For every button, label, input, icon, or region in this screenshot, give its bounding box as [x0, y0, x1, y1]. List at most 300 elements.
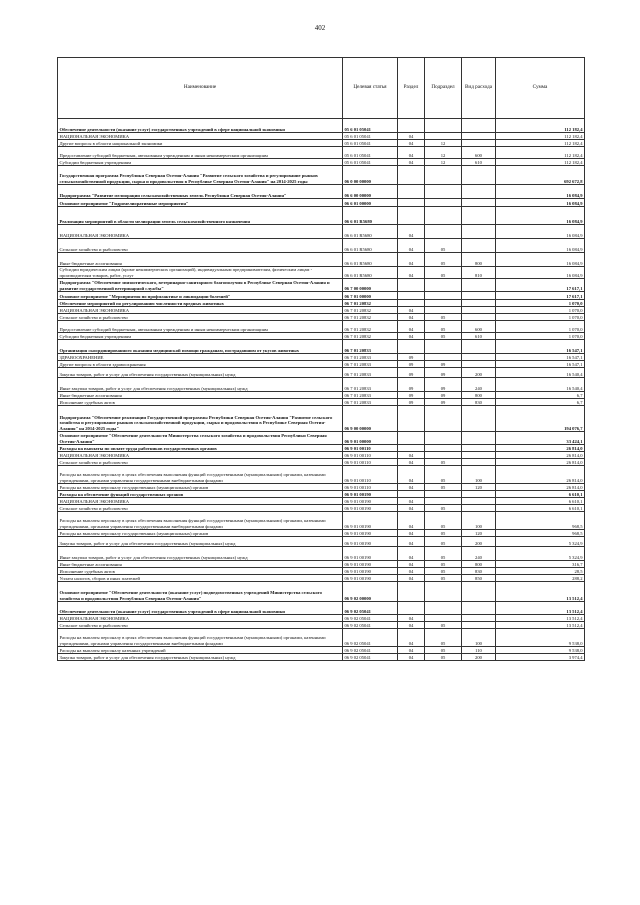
table-row: [58, 279, 585, 292]
cell-target: 06 9 01 00190: [343, 512, 398, 530]
cell-exp-type: [462, 314, 496, 321]
cell-exp-type: [462, 307, 496, 314]
cell-target: 06 7 01 20833: [343, 392, 398, 399]
cell-name: Расходы на выплаты персоналу государственных (муниципальных) органов: [58, 484, 343, 491]
cell-name: Расходы на выплаты персоналу в целях обеспечения выполнения функций государственными (муниципальными) органами, казенными учреждениями, органами управления государственными внебюджетными фондами: [58, 512, 343, 530]
header-exp-type: Вид расхода: [462, 58, 496, 119]
cell-target: 06 9 01 00190: [343, 530, 398, 537]
table-row: [58, 491, 585, 498]
cell-name: Иные закупки товаров, работ и услуг для обеспечения государственных (муниципальных) нужд: [58, 378, 343, 392]
cell-sum: 3 974,4: [496, 654, 585, 661]
table-row: [58, 378, 585, 392]
cell-name: Иные закупки товаров, работ и услуг для обеспечения государственных (муниципальных) нужд: [58, 547, 343, 561]
table-row: [58, 307, 585, 314]
table-row: [58, 340, 585, 354]
cell-section: 04: [398, 530, 425, 537]
cell-exp-type: [462, 185, 496, 199]
cell-name: Сельское хозяйство и рыболовство: [58, 622, 343, 629]
table-row: [58, 333, 585, 340]
cell-name: Расходы на выплаты персоналу казенных учреждений: [58, 647, 343, 654]
cell-target: 06 9 02 05041: [343, 647, 398, 654]
cell-name: Расходы на выплаты персоналу в целях обеспечения выполнения функций государственными (муниципальными) органами, казенными учреждениями, органами управления государственными внебюджетными фондами: [58, 466, 343, 484]
cell-target: 05 6 01 05041: [343, 119, 398, 133]
cell-sum: 9 538,0: [496, 629, 585, 647]
cell-section: 04: [398, 239, 425, 253]
table-row: [58, 537, 585, 547]
cell-sum: 13 512,4: [496, 582, 585, 602]
cell-subsection: 05: [425, 547, 462, 561]
cell-sum: 5 324,9: [496, 537, 585, 547]
cell-name: Сельское хозяйство и рыболовство: [58, 459, 343, 466]
cell-section: 04: [398, 568, 425, 575]
cell-target: 06 9 02 00000: [343, 582, 398, 602]
cell-section: 04: [398, 159, 425, 166]
table-row: [58, 445, 585, 452]
cell-section: 04: [398, 498, 425, 505]
cell-sum: 968,5: [496, 530, 585, 537]
table-row: [58, 602, 585, 615]
cell-sum: 112 182,4: [496, 147, 585, 159]
cell-sum: 16 547,1: [496, 361, 585, 368]
cell-subsection: [425, 582, 462, 602]
cell-subsection: [425, 445, 462, 452]
cell-name: Подпрограмма "Обеспечение реализации Государственной программы Республики Северная Осетия-Алания "Развитие сельского хозяйства и регулирование рынков сельскохозяйственной продукции, сырья и продовольствия в Республике Северная Осетия-Алания" на 2014-2025 годы": [58, 406, 343, 432]
cell-name: Основное мероприятие "Гидромелиоративные мероприятия": [58, 199, 343, 207]
cell-section: [398, 432, 425, 445]
cell-exp-type: [462, 119, 496, 133]
cell-subsection: [425, 602, 462, 615]
table-row: [58, 225, 585, 239]
cell-name: Расходы на выплаты по оплате труда работников государственных органов: [58, 445, 343, 452]
cell-subsection: [425, 225, 462, 239]
header-section: Раздел: [398, 58, 425, 119]
table-row: [58, 133, 585, 140]
cell-subsection: 05: [425, 321, 462, 333]
cell-name: НАЦИОНАЛЬНАЯ ЭКОНОМИКА: [58, 225, 343, 239]
cell-section: 04: [398, 314, 425, 321]
cell-target: 06 7 01 20832: [343, 307, 398, 314]
cell-sum: 6,7: [496, 399, 585, 406]
table-row: [58, 466, 585, 484]
cell-name: Подпрограмма "Обеспечение эпизоотического, ветеринарно-санитарного благополучия в Республике Северная Осетия-Алания и развитие государственной ветеринарной службы": [58, 279, 343, 292]
cell-exp-type: [462, 199, 496, 207]
cell-section: [398, 166, 425, 185]
cell-exp-type: 240: [462, 378, 496, 392]
table-row: [58, 547, 585, 561]
cell-name: Иные бюджетные ассигнования: [58, 253, 343, 267]
cell-section: 04: [398, 333, 425, 340]
cell-section: 04: [398, 622, 425, 629]
table-row: [58, 575, 585, 582]
cell-exp-type: [462, 361, 496, 368]
cell-section: 09: [398, 361, 425, 368]
cell-name: Обеспечение мероприятий по регулированию численности вредных животных: [58, 300, 343, 307]
table-row: [58, 292, 585, 300]
cell-exp-type: 200: [462, 654, 496, 661]
cell-exp-type: [462, 166, 496, 185]
table-row: [58, 140, 585, 147]
cell-target: 06 9 02 05041: [343, 602, 398, 615]
cell-subsection: 12: [425, 147, 462, 159]
table-row: [58, 185, 585, 199]
cell-section: 09: [398, 368, 425, 378]
cell-exp-type: [462, 225, 496, 239]
cell-sum: 16 547,1: [496, 354, 585, 361]
cell-subsection: 05: [425, 512, 462, 530]
cell-target: 06 6 01 R5680: [343, 253, 398, 267]
cell-target: 06 9 01 00110: [343, 445, 398, 452]
cell-target: 06 7 01 20832: [343, 321, 398, 333]
cell-exp-type: 830: [462, 399, 496, 406]
cell-target: 05 6 01 05041: [343, 159, 398, 166]
cell-section: [398, 292, 425, 300]
cell-subsection: 05: [425, 239, 462, 253]
cell-target: 05 6 01 05041: [343, 133, 398, 140]
cell-exp-type: 800: [462, 253, 496, 267]
cell-name: Иные бюджетные ассигнования: [58, 392, 343, 399]
cell-exp-type: [462, 133, 496, 140]
cell-subsection: [425, 340, 462, 354]
cell-exp-type: [462, 140, 496, 147]
cell-section: 04: [398, 505, 425, 512]
cell-exp-type: 850: [462, 575, 496, 582]
cell-target: 05 6 01 05041: [343, 140, 398, 147]
cell-sum: 16 084,9: [496, 199, 585, 207]
cell-name: Подпрограмма "Развитие мелиорации сельскохозяйственных земель Республики Северная Осетия-Алания": [58, 185, 343, 199]
table-row: [58, 561, 585, 568]
cell-exp-type: 610: [462, 333, 496, 340]
cell-name: НАЦИОНАЛЬНАЯ ЭКОНОМИКА: [58, 452, 343, 459]
cell-exp-type: [462, 292, 496, 300]
cell-exp-type: 240: [462, 547, 496, 561]
cell-target: 06 9 02 05041: [343, 654, 398, 661]
cell-exp-type: [462, 300, 496, 307]
cell-target: 06 6 00 00000: [343, 185, 398, 199]
page-number: 402: [314, 24, 326, 32]
cell-exp-type: [462, 602, 496, 615]
cell-sum: 26 814,0: [496, 466, 585, 484]
cell-sum: 692 672,8: [496, 166, 585, 185]
cell-exp-type: [462, 498, 496, 505]
cell-name: Другие вопросы в области национальной экономики: [58, 140, 343, 147]
table-row: [58, 406, 585, 432]
cell-sum: 16 547,1: [496, 340, 585, 354]
cell-name: НАЦИОНАЛЬНАЯ ЭКОНОМИКА: [58, 498, 343, 505]
cell-sum: 9 538,0: [496, 647, 585, 654]
cell-sum: 26 814,0: [496, 459, 585, 466]
cell-section: 04: [398, 466, 425, 484]
cell-exp-type: 100: [462, 512, 496, 530]
cell-section: [398, 119, 425, 133]
table-row: [58, 253, 585, 267]
cell-exp-type: 200: [462, 537, 496, 547]
cell-name: Основное мероприятие "Обеспечение деятельности (оказание услуг) подведомственных учреждений Министерства сельского хозяйства и продовольствия Республики Северная Осетия-Алания": [58, 582, 343, 602]
table-row: [58, 321, 585, 333]
cell-target: 06 9 02 05041: [343, 615, 398, 622]
table-row: [58, 530, 585, 537]
header-name: Наименование: [58, 58, 343, 119]
cell-sum: 6 610,1: [496, 498, 585, 505]
cell-target: 06 9 02 05041: [343, 629, 398, 647]
cell-sum: 968,5: [496, 512, 585, 530]
cell-target: 06 6 01 R5680: [343, 207, 398, 225]
cell-name: Обеспечение деятельности (оказание услуг) государственных учреждений в сфере национальной экономики: [58, 119, 343, 133]
cell-target: 06 9 01 00190: [343, 575, 398, 582]
cell-sum: 13 512,4: [496, 602, 585, 615]
cell-exp-type: 800: [462, 392, 496, 399]
cell-section: 04: [398, 547, 425, 561]
cell-sum: 17 617,1: [496, 292, 585, 300]
table-row: [58, 654, 585, 661]
cell-sum: 16 540,4: [496, 378, 585, 392]
table-row: [58, 498, 585, 505]
cell-target: 06 7 01 20833: [343, 361, 398, 368]
cell-name: Расходы на обеспечение функций государственных органов: [58, 491, 343, 498]
table-row: [58, 199, 585, 207]
cell-exp-type: [462, 207, 496, 225]
cell-target: 06 9 01 00000: [343, 432, 398, 445]
cell-name: Закупка товаров, работ и услуг для обеспечения государственных (муниципальных) нужд: [58, 537, 343, 547]
cell-target: 06 6 01 R5680: [343, 225, 398, 239]
cell-sum: 194 076,7: [496, 406, 585, 432]
cell-exp-type: 600: [462, 147, 496, 159]
table-row: [58, 300, 585, 307]
cell-exp-type: [462, 279, 496, 292]
cell-sum: 1 070,0: [496, 300, 585, 307]
cell-subsection: 05: [425, 622, 462, 629]
cell-subsection: 05: [425, 568, 462, 575]
table-header-row: [58, 58, 585, 119]
cell-section: 04: [398, 321, 425, 333]
cell-subsection: 05: [425, 537, 462, 547]
cell-exp-type: 810: [462, 267, 496, 279]
cell-target: 06 7 01 20833: [343, 368, 398, 378]
cell-subsection: [425, 279, 462, 292]
cell-subsection: [425, 207, 462, 225]
cell-name: Уплата налогов, сборов и иных платежей: [58, 575, 343, 582]
cell-target: 06 9 01 00110: [343, 484, 398, 491]
cell-subsection: 09: [425, 378, 462, 392]
cell-subsection: 09: [425, 392, 462, 399]
cell-subsection: 05: [425, 575, 462, 582]
cell-target: 06 9 01 00190: [343, 561, 398, 568]
cell-sum: 316,7: [496, 561, 585, 568]
cell-exp-type: 100: [462, 466, 496, 484]
cell-subsection: [425, 166, 462, 185]
cell-section: 04: [398, 512, 425, 530]
cell-subsection: 05: [425, 466, 462, 484]
cell-subsection: [425, 300, 462, 307]
cell-section: 04: [398, 575, 425, 582]
cell-sum: 6 610,1: [496, 491, 585, 498]
cell-section: [398, 582, 425, 602]
cell-name: Субсидии бюджетным учреждениям: [58, 333, 343, 340]
cell-subsection: 05: [425, 267, 462, 279]
cell-target: 06 7 00 00000: [343, 279, 398, 292]
table-row: [58, 392, 585, 399]
cell-name: Сельское хозяйство и рыболовство: [58, 314, 343, 321]
cell-subsection: 05: [425, 530, 462, 537]
cell-section: 04: [398, 459, 425, 466]
cell-name: НАЦИОНАЛЬНАЯ ЭКОНОМИКА: [58, 615, 343, 622]
cell-exp-type: [462, 622, 496, 629]
cell-subsection: 09: [425, 361, 462, 368]
cell-sum: 1 070,0: [496, 314, 585, 321]
cell-exp-type: [462, 239, 496, 253]
cell-section: [398, 300, 425, 307]
cell-subsection: [425, 133, 462, 140]
cell-target: 06 9 01 00190: [343, 547, 398, 561]
cell-name: Иные бюджетные ассигнования: [58, 561, 343, 568]
cell-exp-type: 110: [462, 647, 496, 654]
table-row: [58, 622, 585, 629]
cell-section: [398, 445, 425, 452]
cell-target: 06 7 01 20833: [343, 399, 398, 406]
cell-target: 06 9 01 00110: [343, 466, 398, 484]
cell-sum: 6 610,1: [496, 505, 585, 512]
cell-target: 06 9 01 00190: [343, 505, 398, 512]
table-body: [58, 119, 585, 661]
cell-sum: 16 084,9: [496, 267, 585, 279]
cell-subsection: [425, 615, 462, 622]
cell-name: НАЦИОНАЛЬНАЯ ЭКОНОМИКА: [58, 133, 343, 140]
cell-subsection: 05: [425, 647, 462, 654]
cell-subsection: [425, 406, 462, 432]
table-row: [58, 314, 585, 321]
cell-section: 04: [398, 484, 425, 491]
cell-subsection: 05: [425, 654, 462, 661]
cell-sum: 26 814,0: [496, 484, 585, 491]
cell-subsection: 12: [425, 159, 462, 166]
cell-subsection: [425, 354, 462, 361]
cell-name: Закупка товаров, работ и услуг для обеспечения государственных (муниципальных) нужд: [58, 368, 343, 378]
cell-name: Реализация мероприятий в области мелиорации земель сельскохозяйственного назначения: [58, 207, 343, 225]
cell-section: 04: [398, 561, 425, 568]
cell-sum: 1 070,0: [496, 333, 585, 340]
cell-subsection: [425, 432, 462, 445]
cell-name: Другие вопросы в области здравоохранения: [58, 361, 343, 368]
table-row: [58, 452, 585, 459]
cell-sum: 13 512,4: [496, 615, 585, 622]
cell-sum: 16 540,4: [496, 368, 585, 378]
cell-target: 06 6 01 R5680: [343, 239, 398, 253]
cell-sum: 112 182,4: [496, 140, 585, 147]
cell-exp-type: [462, 615, 496, 622]
cell-name: Предоставление субсидий бюджетным, автономным учреждениям и иным некоммерческим организациям: [58, 321, 343, 333]
cell-section: [398, 406, 425, 432]
cell-section: 04: [398, 147, 425, 159]
cell-sum: 26 814,0: [496, 445, 585, 452]
budget-table: [57, 57, 585, 661]
cell-subsection: [425, 199, 462, 207]
cell-name: Расходы на выплаты персоналу в целях обеспечения выполнения функций государственными (муниципальными) органами, казенными учреждениями, органами управления государственными внебюджетными фондами: [58, 629, 343, 647]
cell-section: 09: [398, 354, 425, 361]
cell-exp-type: [462, 491, 496, 498]
cell-name: Предоставление субсидий бюджетным, автономным учреждениям и иным некоммерческим организациям: [58, 147, 343, 159]
cell-sum: 16 084,9: [496, 207, 585, 225]
cell-name: ЗДРАВООХРАНЕНИЕ: [58, 354, 343, 361]
cell-sum: 6,7: [496, 392, 585, 399]
cell-sum: 112 182,4: [496, 119, 585, 133]
cell-name: Обеспечение деятельности (оказание услуг) государственных учреждений в сфере национальной экономики: [58, 602, 343, 615]
table-row: [58, 615, 585, 622]
cell-subsection: 05: [425, 459, 462, 466]
table-row: [58, 239, 585, 253]
cell-target: 06 7 01 20833: [343, 354, 398, 361]
cell-subsection: 05: [425, 561, 462, 568]
cell-name: Расходы на выплаты персоналу государственных (муниципальных) органов: [58, 530, 343, 537]
cell-target: 06 9 01 00110: [343, 459, 398, 466]
cell-name: Организация скоординированного оказания медицинской помощи гражданам, пострадавшим от укусов животных: [58, 340, 343, 354]
cell-subsection: [425, 307, 462, 314]
cell-section: [398, 340, 425, 354]
cell-exp-type: 120: [462, 484, 496, 491]
table-row: [58, 147, 585, 159]
cell-exp-type: 830: [462, 568, 496, 575]
cell-name: Исполнение судебных актов: [58, 568, 343, 575]
cell-sum: 288,2: [496, 575, 585, 582]
cell-target: 06 9 01 00110: [343, 452, 398, 459]
table-row: [58, 647, 585, 654]
cell-sum: 1 070,0: [496, 321, 585, 333]
cell-target: 06 9 01 00190: [343, 537, 398, 547]
cell-section: 04: [398, 537, 425, 547]
table-row: [58, 512, 585, 530]
cell-name: Основное мероприятие "Обеспечение деятельности Министерства сельского хозяйства и продовольствия Республики Северная Осетия-Алания": [58, 432, 343, 445]
cell-exp-type: [462, 340, 496, 354]
cell-sum: 16 084,9: [496, 239, 585, 253]
cell-sum: 112 182,4: [496, 133, 585, 140]
cell-subsection: 05: [425, 314, 462, 321]
cell-subsection: 05: [425, 253, 462, 267]
cell-sum: 5 324,9: [496, 547, 585, 561]
table-row: [58, 399, 585, 406]
table-row: [58, 354, 585, 361]
cell-section: [398, 185, 425, 199]
table-row: [58, 166, 585, 185]
cell-name: Сельское хозяйство и рыболовство: [58, 239, 343, 253]
cell-name: Государственная программа Республики Северная Осетия-Алания "Развитие сельского хозяйства и регулирование рынков сельскохозяйственной продукции, сырья и продовольствия в Республике Северная Осетия-Алания" на 2014-2025 годы: [58, 166, 343, 185]
cell-section: 09: [398, 378, 425, 392]
cell-section: [398, 199, 425, 207]
header-sum: Сумма: [496, 58, 585, 119]
table-row: [58, 582, 585, 602]
cell-section: 09: [398, 392, 425, 399]
cell-target: 06 6 01 R5680: [343, 267, 398, 279]
table-row: [58, 159, 585, 166]
cell-target: 06 9 02 05041: [343, 622, 398, 629]
cell-subsection: [425, 491, 462, 498]
cell-exp-type: [462, 459, 496, 466]
cell-section: 04: [398, 253, 425, 267]
table-row: [58, 368, 585, 378]
cell-subsection: 05: [425, 629, 462, 647]
cell-exp-type: [462, 354, 496, 361]
cell-exp-type: [462, 445, 496, 452]
cell-subsection: 12: [425, 140, 462, 147]
table-row: [58, 629, 585, 647]
cell-subsection: 09: [425, 399, 462, 406]
table-row: [58, 361, 585, 368]
cell-section: [398, 602, 425, 615]
header-target: Целевая статья: [343, 58, 398, 119]
cell-subsection: [425, 498, 462, 505]
cell-target: 06 0 00 00000: [343, 166, 398, 185]
cell-target: 06 7 01 00000: [343, 292, 398, 300]
cell-exp-type: 800: [462, 561, 496, 568]
cell-section: 04: [398, 267, 425, 279]
cell-section: 09: [398, 399, 425, 406]
